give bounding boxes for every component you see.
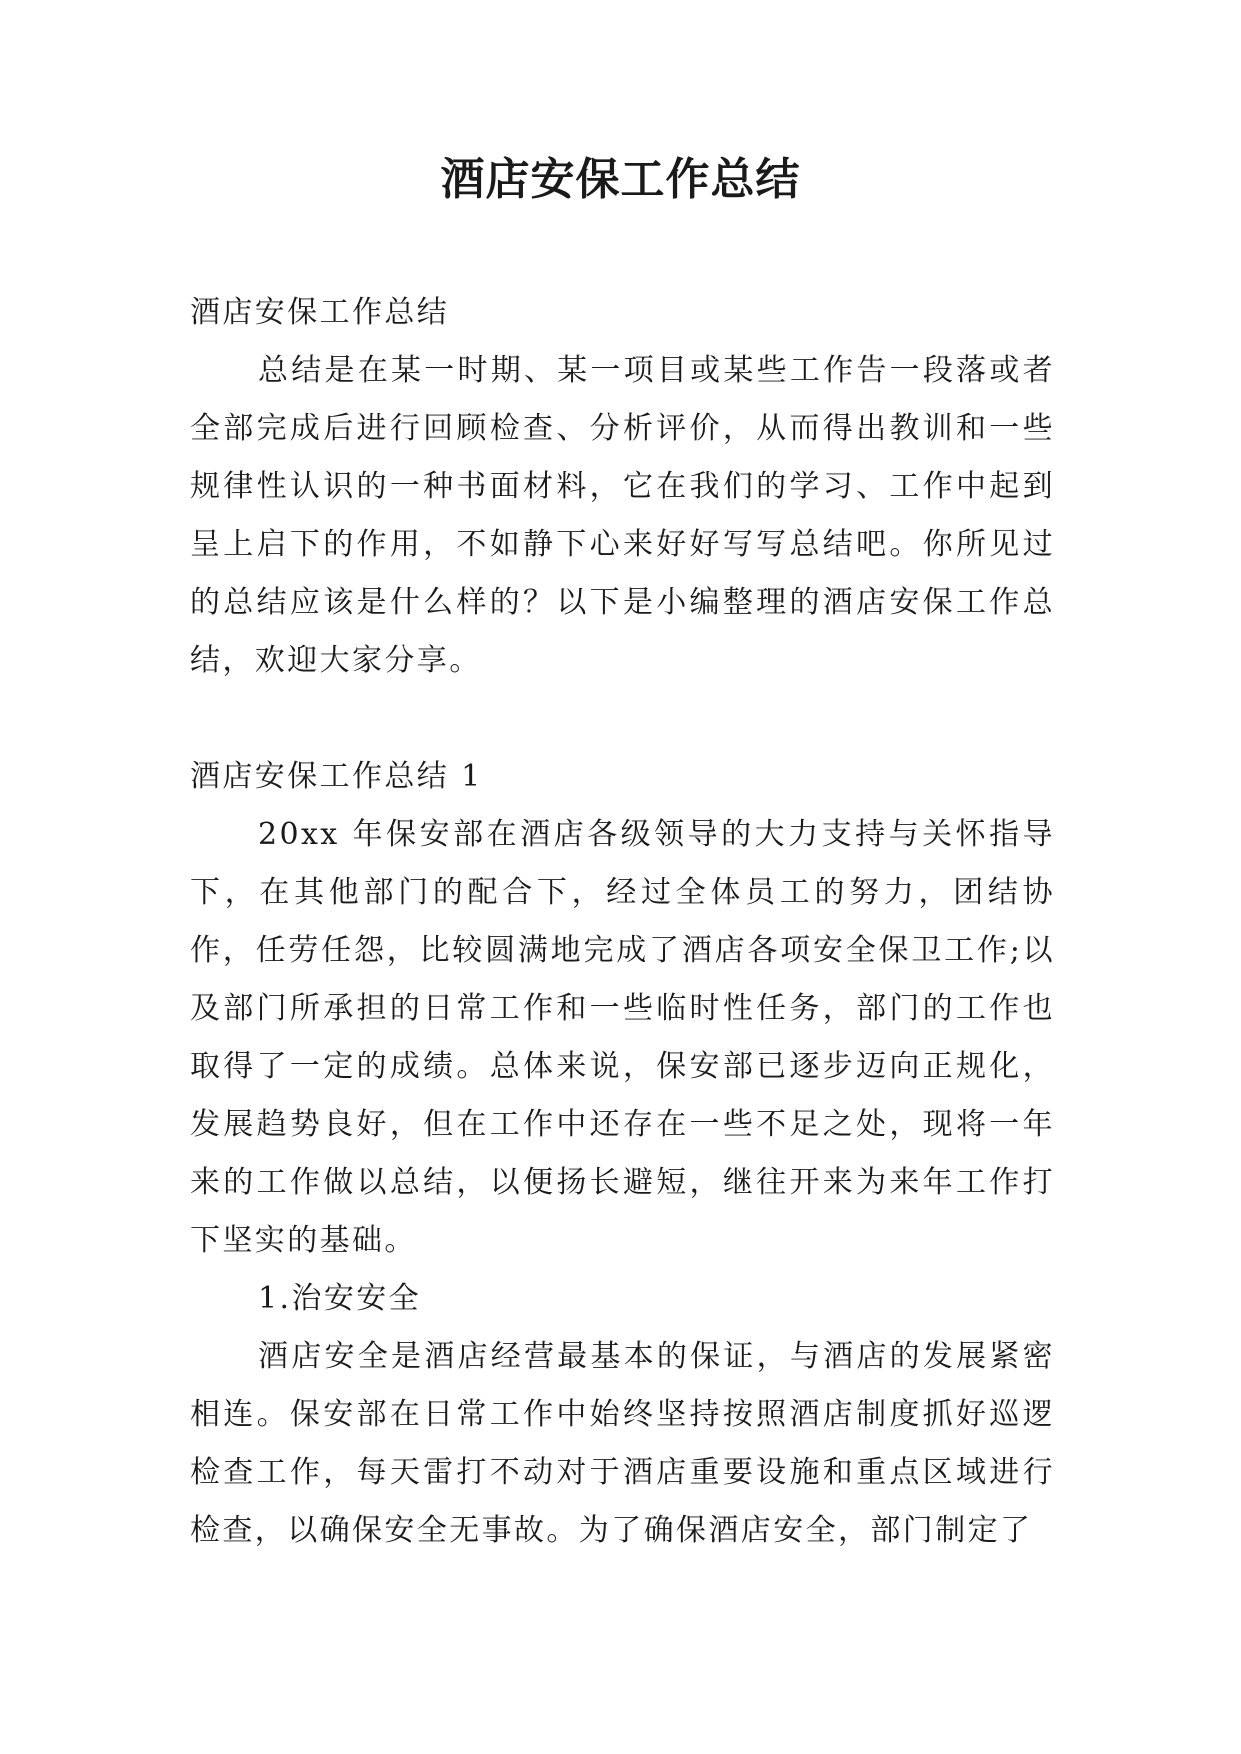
section-paragraph: 20xx 年保安部在酒店各级领导的大力支持与关怀指导下，在其他部门的配合下，经过全体员工的努力，团结协作，任劳任怨，比较圆满地完成了酒店各项安全保卫工作;以及部门所承担的日常工作和一些临时性任务，部门的工作也取得了一定的成绩。总体来说，保安部已逐步迈向正规化，发展趋势良好，但在工作中还存在一些不足之处，现将一年来的工作做以总结，以便扬长避短，继往开来为来年工作打下坚实的基础。 <box>190 817 1055 1258</box>
intro-paragraph: 总结是在某一时期、某一项目或某些工作告一段落或者全部完成后进行回顾检查、分析评价，从而得出教训和一些规律性认识的一种书面材料，它在我们的学习、工作中起到呈上启下的作用，不如静下心来好好写写总结吧。你所见过的总结应该是什么样的？以下是小编整理的酒店安保工作总结，欢迎大家分享。 <box>190 353 1055 678</box>
item-heading: 1.治安安全 <box>258 1281 422 1316</box>
item-paragraph: 酒店安全是酒店经营最基本的保证，与酒店的发展紧密相连。保安部在日常工作中始终坚持按照酒店制度抓好巡逻检查工作，每天雷打不动对于酒店重要设施和重点区域进行检查，以确保安全无事故。为了确保酒店安全，部门制定了 <box>190 1339 1055 1548</box>
document-body <box>190 284 1055 1560</box>
document-title: 酒店安保工作总结 <box>440 154 801 205</box>
paragraph-spacer <box>190 690 1055 748</box>
document-subtitle: 酒店安保工作总结 <box>190 295 450 330</box>
section-heading: 酒店安保工作总结 1 <box>190 759 483 794</box>
